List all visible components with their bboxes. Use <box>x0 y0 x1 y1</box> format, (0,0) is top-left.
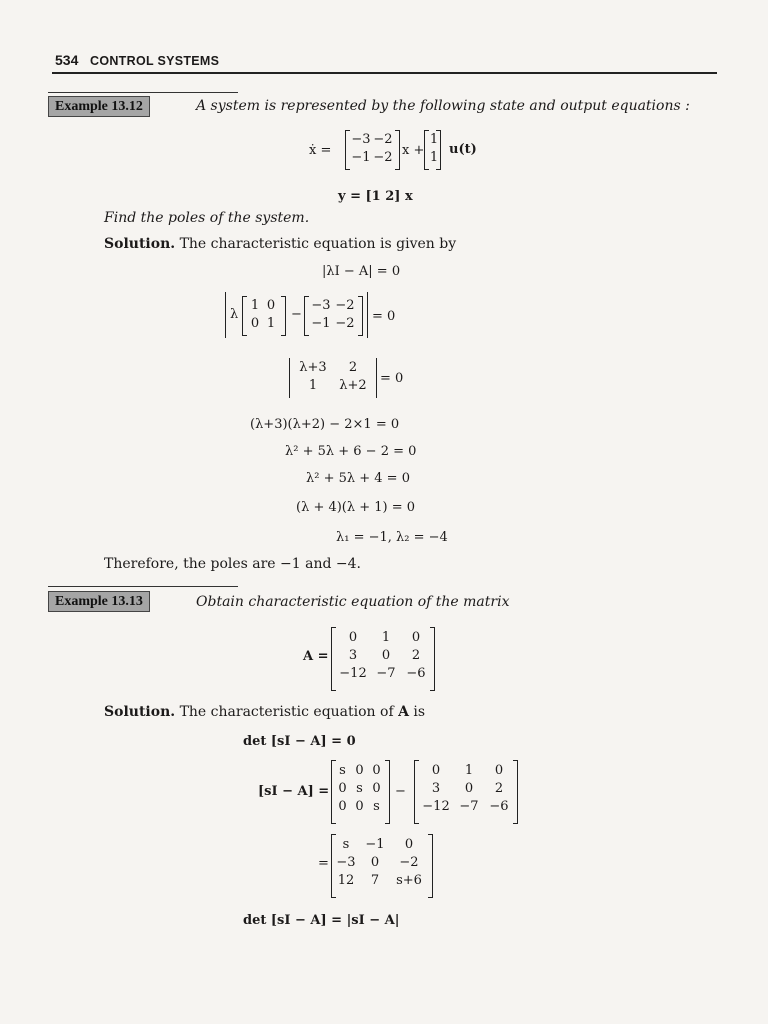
output-equation: y = [1 2] x <box>338 189 413 204</box>
expansion-step-4: (λ + 4)(λ + 1) = 0 <box>296 500 416 515</box>
task-text: Find the poles of the system. <box>104 210 310 226</box>
matrix-bracket <box>395 130 400 170</box>
example-rule <box>48 586 238 587</box>
example-rule <box>48 92 238 93</box>
matrix-bracket <box>513 760 518 824</box>
state-x-plus: x + <box>402 143 425 158</box>
matrix-A-label: A = <box>303 649 329 664</box>
det-equation: det [sI − A] = 0 <box>243 734 356 749</box>
matrix-bracket <box>281 296 286 336</box>
conclusion: Therefore, the poles are −1 and −4. <box>104 556 361 572</box>
state-lhs: ẋ = <box>309 143 332 158</box>
sIA-label: [sI − A] = <box>258 784 330 799</box>
determinant-bar <box>376 358 377 398</box>
solution-label: Solution. <box>104 704 176 720</box>
result-matrix: s −1 0 −3 0 −2 12 7 s+6 <box>336 837 422 888</box>
matrix-A: 0 1 0 3 0 2 −12 −7 −6 <box>339 630 426 681</box>
equals-zero: = 0 <box>380 371 404 386</box>
solution-text: The characteristic equation of <box>179 704 394 720</box>
problem-statement: A system is represented by the following state and output equations : <box>196 98 690 114</box>
expansion-step-3: λ² + 5λ + 4 = 0 <box>306 471 410 486</box>
sI-matrix: s 0 0 0 s 0 0 0 s <box>338 763 381 814</box>
matrix-bracket <box>385 760 390 824</box>
solution-label: Solution. <box>104 236 176 252</box>
problem-statement: Obtain characteristic equation of the matrix <box>196 594 510 610</box>
system-matrix: −3 −2 −1 −2 <box>351 132 393 165</box>
example-label: Example 13.12 <box>48 96 150 117</box>
solution-line <box>104 704 425 720</box>
header-rule <box>52 72 717 74</box>
determinant-bar <box>225 292 226 338</box>
matrix-bracket <box>358 296 363 336</box>
lambda-symbol: λ <box>230 307 239 322</box>
example-label: Example 13.13 <box>48 591 150 612</box>
expansion-step-2: λ² + 5λ + 6 − 2 = 0 <box>285 444 417 459</box>
solution-line <box>104 236 456 252</box>
minus-sign: − <box>291 307 302 322</box>
det-equation-final: det [sI − A] = |sI − A| <box>243 913 400 928</box>
equals-sign: = <box>318 856 329 871</box>
solution-matrix-name: A <box>398 704 409 720</box>
solution-text: The characteristic equation is given by <box>179 236 457 252</box>
expansion-step-1: (λ+3)(λ+2) − 2×1 = 0 <box>250 417 400 432</box>
identity-matrix: 1 0 0 1 <box>250 298 276 331</box>
matrix-bracket <box>436 130 441 170</box>
matrix-bracket <box>430 627 435 691</box>
determinant-bar <box>289 358 290 398</box>
matrix-bracket <box>428 834 433 898</box>
roots: λ₁ = −1, λ₂ = −4 <box>336 530 448 545</box>
determinant-matrix: λ+3 2 1 λ+2 <box>299 360 367 393</box>
input-matrix: 1 1 <box>429 132 439 165</box>
determinant-bar <box>367 292 368 338</box>
input-term: u(t) <box>449 142 477 157</box>
equals-zero: = 0 <box>372 309 396 324</box>
matrix-A-repeat: 0 1 0 3 0 2 −12 −7 −6 <box>422 763 509 814</box>
solution-is: is <box>413 704 426 720</box>
system-matrix-repeat: −3 −2 −1 −2 <box>311 298 355 331</box>
running-header: CONTROL SYSTEMS <box>90 54 220 68</box>
minus-sign: − <box>395 784 406 799</box>
page-number: 534 <box>55 52 79 68</box>
characteristic-equation: |λI − A| = 0 <box>322 264 401 279</box>
